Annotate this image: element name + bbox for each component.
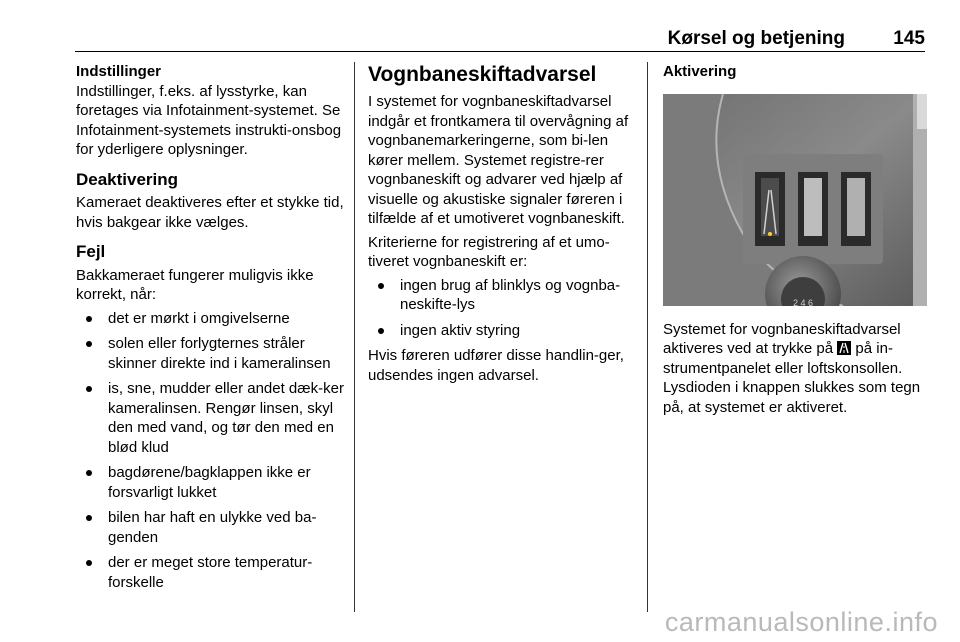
lane-departure-icon <box>837 341 851 355</box>
activation-text <box>663 320 927 418</box>
column-middle <box>368 62 634 389</box>
list-item: is, sne, mudder eller andet dæk-ker kameralinsen. Rengør linsen, skyl den med vand, og tør den med en blød klud <box>76 379 346 457</box>
list-item: ingen aktiv styring <box>368 321 634 341</box>
list-item: bagdørene/bagklappen ikke er forsvarligt lukket <box>76 463 346 502</box>
settings-heading: Indstillinger <box>76 63 162 80</box>
fault-heading: Fejl <box>76 242 106 261</box>
column-right <box>663 62 927 421</box>
activation-text-part1: Systemet for vognbaneskiftadvarsel aktiveres ved at trykke på <box>663 320 901 357</box>
page-number: 145 <box>893 28 925 49</box>
lane-warning-para3: Hvis føreren udfører disse handlin-ger, udsendes ingen advarsel. <box>368 347 624 384</box>
lane-warning-para1: I systemet for vognbaneskiftadvarsel indgår et frontkamera til overvågning af vognbanemarkeringerne, som bi-len kører mellem. Systemet registre-rer vognbaneskift og advarer ved hjælp af visuelle og akustiske signaler føreren i tilfælde af et umotiveret vognbaneskift. <box>368 93 629 227</box>
column-divider-1 <box>354 62 355 612</box>
svg-text:2 4 6: 2 4 6 <box>793 297 814 306</box>
column-divider-2 <box>647 62 648 612</box>
column-left <box>76 62 346 598</box>
list-item: bilen har haft en ulykke ved ba-genden <box>76 508 346 547</box>
lane-warning-para2: Kriterierne for registrering af et umo-tiveret vognbaneskift er: <box>368 233 610 270</box>
deactivation-heading: Deaktivering <box>76 169 179 189</box>
fault-list <box>76 309 346 593</box>
deactivation-text: Kameraet deaktiveres efter et stykke tid, hvis bakgear ikke vælges. <box>76 194 344 231</box>
criteria-list <box>368 276 634 341</box>
page-header <box>75 14 925 50</box>
lane-warning-heading: Vognbaneskiftadvarsel <box>368 63 597 86</box>
watermark: carmanualsonline.info <box>664 607 938 637</box>
list-item: solen eller forlygternes stråler skinner direkte ind i kameralinsen <box>76 334 346 373</box>
fault-intro: Bakkameraet fungerer muligvis ikke korrekt, når: <box>76 266 314 303</box>
list-item: ingen brug af blinklys og vognba-neskifte-lys <box>368 276 634 315</box>
list-item: der er meget store temperatur-forskelle <box>76 553 346 592</box>
activation-text-part2: på in-strumentpanelet eller loftskonsollen. Lysdioden i knappen slukkes som tegn på, at systemet er aktiveret. <box>663 340 921 416</box>
settings-text: Indstillinger, f.eks. af lysstyrke, kan foretages via Infotainment-systemet. Se Infotainment-systemets instrukti-onsbog for yderligere oplysninger. <box>76 82 342 158</box>
dashboard-switch-photo <box>663 94 927 306</box>
page-title: Kørsel og betjening <box>667 28 845 49</box>
activation-heading: Aktivering <box>663 63 737 80</box>
list-item: det er mørkt i omgivelserne <box>76 309 346 329</box>
header-rule <box>75 51 925 52</box>
